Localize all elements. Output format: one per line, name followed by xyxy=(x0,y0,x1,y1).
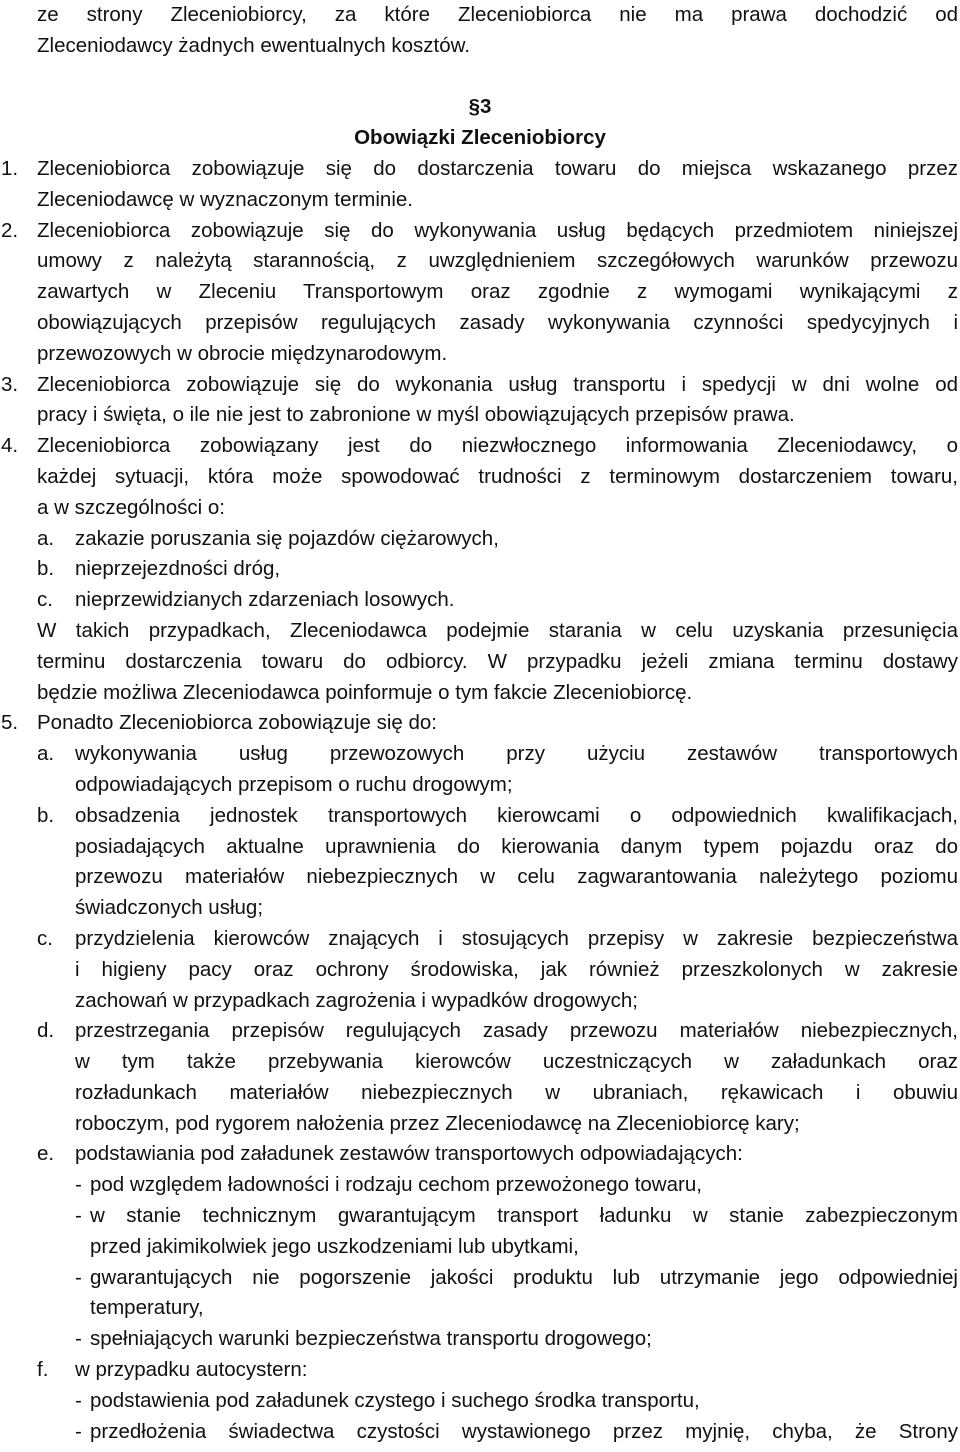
sub-item-label: c. xyxy=(37,588,53,612)
text-line: ze strony Zleceniobiorcy, za które Zleceniobiorca nie ma prawa dochodzić od xyxy=(37,3,958,26)
text-line: Ponadto Zleceniobiorca zobowiązuje się do: xyxy=(37,711,438,735)
text-line: przewozu materiałów niebezpiecznych w celu zagwarantowania należytego poziomu xyxy=(75,865,958,889)
text-line: zachowań w przypadkach zagrożenia i wypadków drogowych; xyxy=(75,988,638,1012)
sub-item-b xyxy=(37,554,958,585)
text-line: przewozowych w obrocie międzynarodowym. xyxy=(37,341,448,365)
text-line: w przypadku autocystern: xyxy=(75,1358,308,1382)
sub-item-b xyxy=(37,801,958,924)
text-line: świadczonych usług; xyxy=(75,896,264,920)
sub-item-c xyxy=(37,585,958,616)
item-number: 1. xyxy=(1,156,19,180)
sub-item-label: e. xyxy=(37,1142,55,1166)
text-line: zawartych w Zleceniu Transportowym oraz zgodnie z wymogami wynikającymi z xyxy=(37,280,958,304)
dash-item xyxy=(75,1263,958,1325)
text-line: pracy i święta, o ile nie jest to zabronione w myśl obowiązujących przepisów prawa. xyxy=(37,403,795,427)
sub-item-c xyxy=(37,924,958,1016)
intro-paragraph xyxy=(37,0,958,62)
sub-item-label: b. xyxy=(37,557,55,581)
text-line: rozładunkach materiałów niebezpiecznych w ubraniach, rękawicach i obuwiu xyxy=(75,1080,958,1104)
text-line: a w szczególności o: xyxy=(37,495,226,519)
dash-item xyxy=(75,1386,958,1417)
text-line: przydzielenia kierowców znających i stosujących przepisy w zakresie bezpieczeństwa xyxy=(75,926,958,950)
text-line: umowy z należytą starannością, z uwzględnieniem szczegółowych warunków przewozu xyxy=(37,249,958,273)
text-line: W takich przypadkach, Zleceniodawca podejmie starania w celu uzyskania przesunięcia xyxy=(37,618,958,642)
list-item-1 xyxy=(1,154,958,216)
dash-marker: - xyxy=(75,1419,82,1443)
text-line: każdej sytuacji, która może spowodować trudności z terminowym dostarczeniem towaru, xyxy=(37,464,958,488)
text-line: nieprzejezdności dróg, xyxy=(75,557,281,581)
sub-item-a xyxy=(37,739,958,801)
list-item-5 xyxy=(1,708,958,1447)
sub-item-label: b. xyxy=(37,803,55,827)
dash-item xyxy=(75,1417,958,1448)
text-line: gwarantujących nie pogorszenie jakości produktu lub utrzymanie jego odpowiedniej xyxy=(90,1265,958,1289)
text-line: zakazie poruszania się pojazdów ciężarowych, xyxy=(75,526,499,550)
dash-item xyxy=(75,1170,958,1201)
text-line: Zleceniobiorca zobowiązuje się do wykonywania usług będących przedmiotem niniejszej xyxy=(37,218,958,242)
sub-item-label: a. xyxy=(37,526,55,550)
text-line: pod względem ładowności i rodzaju cechom przewożonego towaru, xyxy=(90,1173,702,1197)
section-number: §3 xyxy=(468,95,492,119)
item-number: 4. xyxy=(1,434,19,458)
dash-item xyxy=(75,1201,958,1263)
sub-item-label: d. xyxy=(37,1019,55,1043)
dash-marker: - xyxy=(75,1265,82,1289)
text-line: przestrzegania przepisów regulujących zasady przewozu materiałów niebezpiecznych, xyxy=(75,1019,958,1043)
text-line: posiadających aktualne uprawnienia do kierowania danym typem pojazdu oraz do xyxy=(75,834,958,858)
text-line: roboczym, pod rygorem nałożenia przez Zleceniodawcę na Zleceniobiorcę kary; xyxy=(75,1111,800,1135)
text-line: Zleceniobiorca zobowiązany jest do niezwłocznego informowania Zleceniodawcy, o xyxy=(37,434,958,458)
item-number: 5. xyxy=(1,711,19,735)
sub-item-f xyxy=(37,1355,958,1386)
sub-item-label: f. xyxy=(37,1358,49,1382)
text-line: podstawienia pod załadunek czystego i suchego środka transportu, xyxy=(90,1388,700,1412)
text-line: w tym także przebywania kierowców uczestniczących w załadunkach oraz xyxy=(75,1050,958,1074)
text-line: obowiązujących przepisów regulujących zasady wykonywania czynności spedycyjnych i xyxy=(37,310,958,334)
list-item-4 xyxy=(1,431,958,708)
sub-item-a xyxy=(37,524,958,555)
sub-item-label: c. xyxy=(37,926,53,950)
dash-marker: - xyxy=(75,1204,82,1228)
sub-item-d xyxy=(37,1016,958,1139)
text-line: odpowiadających przepisom o ruchu drogowym; xyxy=(75,772,513,796)
item-number: 3. xyxy=(1,372,19,396)
list-item-2 xyxy=(1,216,958,370)
list-item-3 xyxy=(1,370,958,432)
text-line: przedłożenia świadectwa czystości wystawionego przez myjnię, chyba, że Strony xyxy=(90,1419,958,1443)
text-line: Zleceniodawcę w wyznaczonym terminie. xyxy=(37,187,413,211)
item-number: 2. xyxy=(1,218,19,242)
text-line: terminu dostarczenia towaru do odbiorcy. W przypadku jeżeli zmiana terminu dostawy xyxy=(37,649,958,673)
text-line: nieprzewidzianych zdarzeniach losowych. xyxy=(75,588,455,612)
text-line: będzie możliwa Zleceniodawca poinformuje o tym fakcie Zleceniobiorcę. xyxy=(37,680,693,704)
text-line: wykonywania usług przewozowych przy użyciu zestawów transportowych xyxy=(75,742,958,766)
text-line: w stanie technicznym gwarantującym transport ładunku w stanie zabezpieczonym xyxy=(90,1204,958,1228)
dash-marker: - xyxy=(75,1327,82,1351)
text-line: i higieny pacy oraz ochrony środowiska, jak również przeszkolonych w zakresie xyxy=(75,957,958,981)
dash-item xyxy=(75,1324,958,1355)
text-line: podstawiania pod załadunek zestawów transportowych odpowiadających: xyxy=(75,1142,743,1166)
text-line: temperatury, xyxy=(90,1296,204,1320)
sub-item-label: a. xyxy=(37,742,55,766)
sub-item-e xyxy=(37,1139,958,1170)
text-line: przed jakimikolwiek jego uszkodzeniami lub ubytkami, xyxy=(90,1234,579,1258)
blank-line xyxy=(37,62,958,93)
dash-marker: - xyxy=(75,1173,82,1197)
text-line: Zleceniobiorca zobowiązuje się do dostarczenia towaru do miejsca wskazanego przez xyxy=(37,156,958,180)
text-line: obsadzenia jednostek transportowych kierowcami o odpowiednich kwalifikacjach, xyxy=(75,803,958,827)
text-line: Zleceniobiorca zobowiązuje się do wykonania usług transportu i spedycji w dni wolne od xyxy=(37,372,958,396)
text-line: Zleceniodawcy żadnych ewentualnych kosztów. xyxy=(37,33,471,57)
text-line: spełniających warunki bezpieczeństwa transportu drogowego; xyxy=(90,1327,652,1351)
dash-marker: - xyxy=(75,1388,82,1412)
section-title: Obowiązki Zleceniobiorcy xyxy=(354,126,606,150)
